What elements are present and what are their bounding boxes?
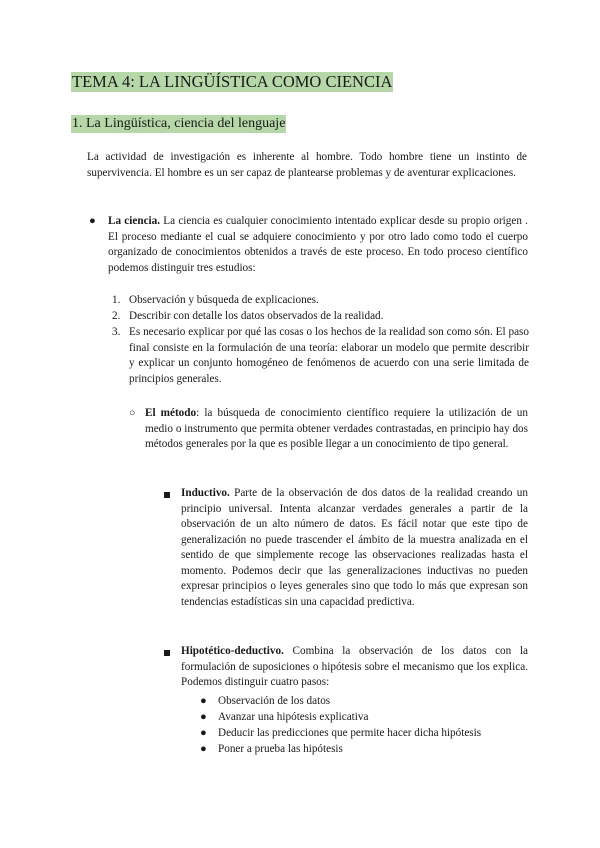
hipotetico-step: Deducir las predicciones que permite hacer dicha hipótesis (218, 727, 482, 739)
step-number: 2. (112, 310, 121, 322)
step-number: 1. (112, 294, 121, 306)
bullet-circle-icon: ○ (129, 408, 136, 419)
section-heading: 1. La Lingüística, ciencia del lenguaje (72, 116, 286, 131)
hipotetico-text: Combina la observación de los datos con la formulación de suposiciones o hipótesis sobre el mecanismo que los explica. Podemos distinguir cuatro pasos: (181, 645, 528, 688)
ciencia-text: La ciencia es cualquier conocimiento intentado explicar desde su propio origen . El proceso mediante el cual se adquiere conocimiento y por otro lado como todo el cuerpo organizado de conocimientos obtenidos a través de este proceso. En todo proceso científico podemos distinguir tres estudios: (108, 215, 528, 274)
bullet-dot-icon: ● (89, 215, 96, 227)
hipotetico-paragraph (181, 644, 528, 691)
inductivo-text: Parte de la observación de dos datos de la realidad creando un principio universal. Intenta alcanzar verdades generales a partir de la observación de un alto número de datos. Es fácil notar que este tipo de generalización no puede trascender el ámbito de la muestra analizada en el sentido de que simplemente recoge las observaciones realizadas hasta el momento. Podemos decir que las generalizaciones inductivas no pueden expresar principios o leyes generales sino que todo lo más que expresan son tendencias estadísticas sin una capacidad predictiva. (181, 487, 528, 608)
ciencia-paragraph (108, 214, 528, 276)
hipotetico-step: Observación de los datos (218, 695, 331, 707)
bullet-dot-icon: ● (200, 743, 207, 755)
metodo-paragraph (145, 406, 528, 453)
hipotetico-step: Poner a prueba las hipótesis (218, 743, 343, 755)
bullet-square-icon (164, 650, 170, 656)
bullet-dot-icon: ● (200, 711, 207, 723)
intro-paragraph: La actividad de investigación es inherente al hombre. Todo hombre tiene un instinto de supervivencia. El hombre es un ser capaz de plantearse problemas y de aventurar explicaciones. (87, 151, 527, 179)
metodo-text: : la búsqueda de conocimiento científico requiere la utilización de un medio o instrumento que permita obtener verdades contrastadas, en principio hay dos métodos generales por la que es posible llegar a un conocimiento de tipo general. (145, 407, 528, 450)
hipotetico-step: Avanzar una hipótesis explicativa (218, 711, 369, 723)
bullet-square-icon (164, 492, 170, 498)
step-text: Es necesario explicar por qué las cosas o los hechos de la realidad son como són. El paso final consiste en la formulación de una teoría: elaborar un modelo que permite describir y explicar un conjunto homogéneo de fenómenos de acuerdo con una serie limitada de principios generales. (129, 326, 529, 385)
inductivo-paragraph (181, 486, 528, 610)
bullet-dot-icon: ● (200, 727, 207, 739)
hipotetico-term: Hipotético-deductivo. (181, 645, 284, 657)
step-number: 3. (112, 326, 121, 338)
page-title: TEMA 4: LA LINGÜÍSTICA COMO CIENCIA (72, 72, 393, 91)
metodo-term: El método (145, 407, 197, 419)
bullet-dot-icon: ● (200, 695, 207, 707)
inductivo-term: Inductivo. (181, 487, 230, 499)
ciencia-term: La ciencia. (108, 215, 161, 227)
step-text: Observación y búsqueda de explicaciones. (129, 294, 319, 306)
step-text: Describir con detalle los datos observados de la realidad. (129, 310, 384, 322)
